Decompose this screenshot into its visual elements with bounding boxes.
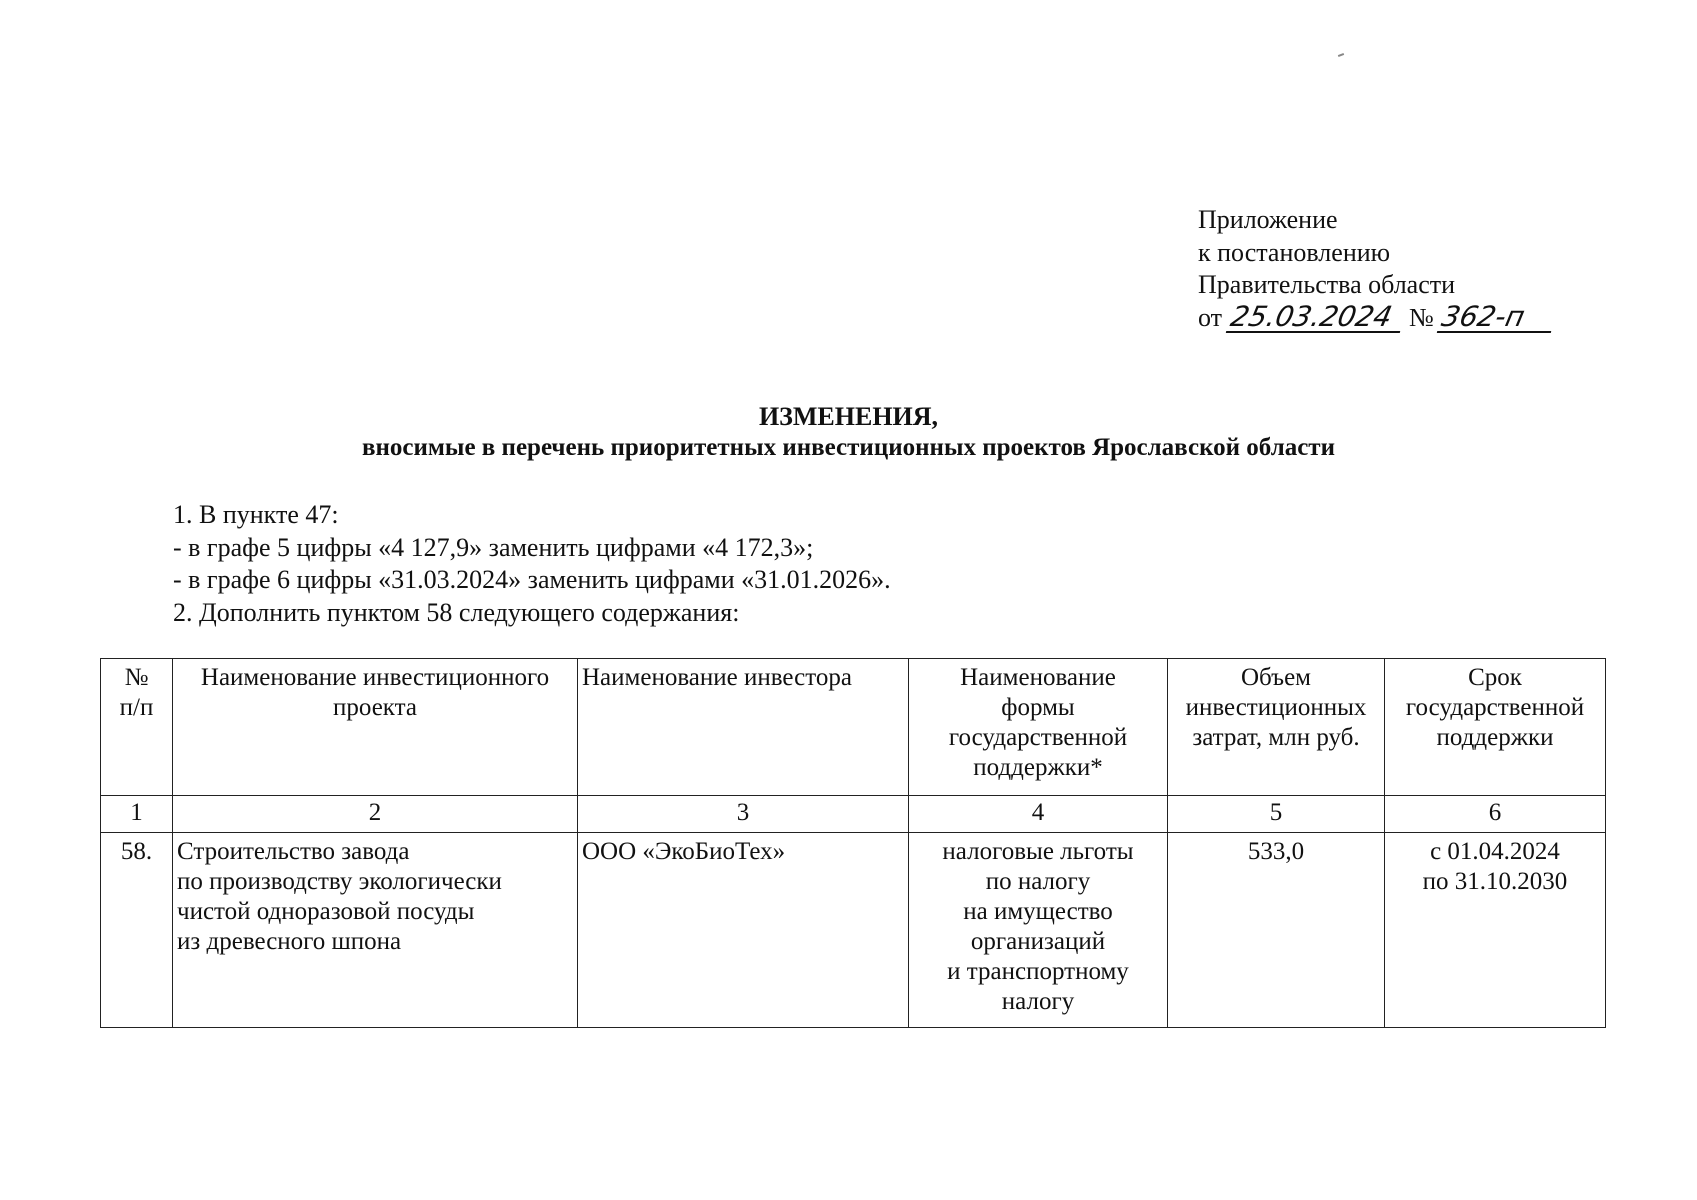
header-support-form: Наименование формы государственной поддержки* bbox=[909, 659, 1168, 796]
appendix-date-number-line bbox=[1198, 299, 1554, 335]
column-number: 3 bbox=[578, 796, 909, 833]
investment-volume: 533,0 bbox=[1168, 833, 1385, 1028]
header-number: № п/п bbox=[101, 659, 173, 796]
date-prefix: от bbox=[1198, 302, 1223, 332]
header-project-name: Наименование инвестиционного проекта bbox=[173, 659, 578, 796]
document-subtitle: вносимые в перечень приоритетных инвестиционных проектов Ярославской области bbox=[361, 434, 1335, 461]
support-period: с 01.04.2024 по 31.10.2030 bbox=[1385, 833, 1606, 1028]
row-number: 58. bbox=[101, 833, 173, 1028]
intro-text bbox=[173, 499, 891, 629]
header-investment-volume: Объем инвестиционных затрат, млн руб. bbox=[1168, 659, 1385, 796]
intro-item-1b: - в графе 6 цифры «31.03.2024» заменить цифрами «31.01.2026». bbox=[173, 565, 891, 594]
handwritten-date: 25.03.2024 bbox=[1225, 303, 1405, 333]
table-header-row bbox=[101, 659, 1606, 796]
header-support-period: Срок государственной поддержки bbox=[1385, 659, 1606, 796]
handwritten-number: 362-п bbox=[1437, 303, 1557, 333]
intro-item-1: 1. В пункте 47: bbox=[173, 500, 339, 529]
scan-mark bbox=[1338, 53, 1344, 57]
header-investor-name: Наименование инвестора bbox=[578, 659, 909, 796]
column-number: 6 bbox=[1385, 796, 1606, 833]
column-number: 2 bbox=[173, 796, 578, 833]
number-prefix: № bbox=[1409, 302, 1434, 332]
appendix-government: Правительства области bbox=[1198, 270, 1456, 299]
column-number: 4 bbox=[909, 796, 1168, 833]
column-number-row bbox=[101, 796, 1606, 833]
projects-table bbox=[100, 658, 1606, 1028]
appendix-to-resolution: к постановлению bbox=[1198, 237, 1391, 267]
intro-item-2: 2. Дополнить пунктом 58 следующего содержания: bbox=[173, 597, 740, 627]
investor-name: ООО «ЭкоБиоТех» bbox=[578, 833, 909, 1028]
column-number: 1 bbox=[101, 796, 173, 833]
table-row bbox=[101, 833, 1606, 1028]
column-number: 5 bbox=[1168, 796, 1385, 833]
support-form: налоговые льготы по налогу на имущество организаций и транспортному налогу bbox=[909, 833, 1168, 1028]
intro-item-1a: - в графе 5 цифры «4 127,9» заменить цифрами «4 172,3»; bbox=[173, 532, 814, 562]
appendix-block bbox=[1198, 204, 1554, 334]
appendix-label: Приложение bbox=[1198, 205, 1338, 234]
document-title: ИЗМЕНЕНИЯ, bbox=[758, 402, 939, 431]
project-name: Строительство завода по производству экологически чистой одноразовой посуды из древесного шпона bbox=[173, 833, 578, 1028]
